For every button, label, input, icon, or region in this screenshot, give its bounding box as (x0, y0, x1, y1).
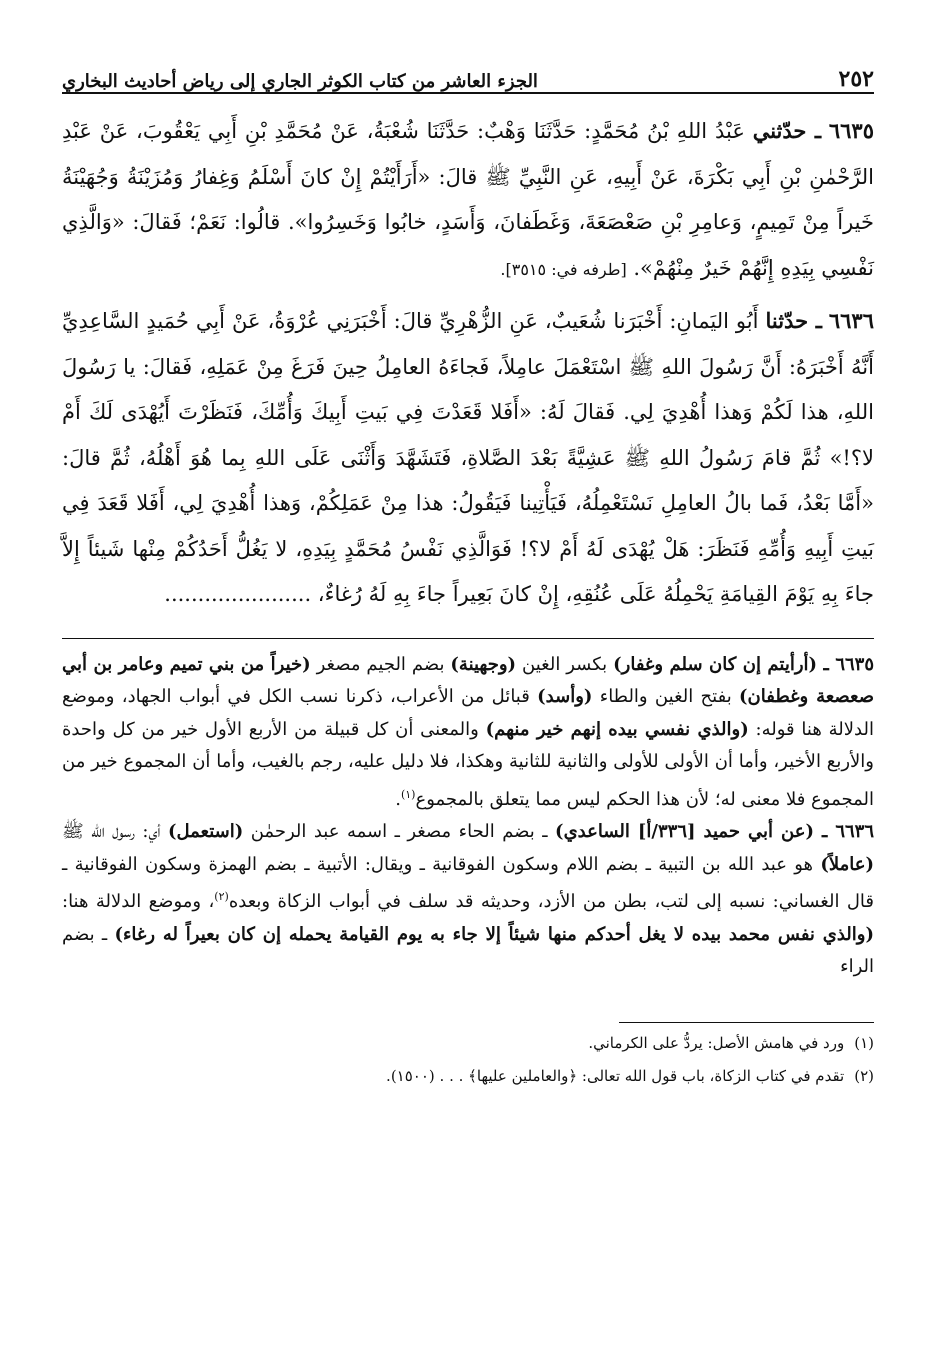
gloss: بفتح الغين والطاء (599, 686, 732, 707)
gloss: ، وموضع الدلالة هنا: (62, 891, 215, 912)
footnote-text: ورد في هامش الأصل: يردُّ على الكرماني. (588, 1033, 845, 1052)
quoted-phrase: (أرأيتم إن كان سلم وغفار) (613, 653, 818, 675)
footnotes (62, 1027, 874, 1093)
gloss: والمعنى أن كل قبيلة من الأربع الأول خير من كل واحدة والأربع الأخير، وأما أن الأولى للأولى والثانية للثانية وهكذا، فلا دليل عليه، رجم بالغيب، وأما أن المجموع خير من المجموع فلا معنى له؛ لأن هذا الحكم ليس مما يتعلق بالمجموع (62, 718, 874, 810)
quoted-phrase: (عاملاً) (820, 853, 874, 875)
book-page (62, 52, 874, 1093)
gloss: بكسر الغين (522, 653, 608, 675)
commentary-number: ٦٦٣٦ (835, 821, 874, 842)
text-commentary-divider (62, 638, 874, 639)
hadith-reference: [طرفه في: ٣٥١٥]. (500, 259, 627, 279)
gloss: بضم الجيم مصغر (316, 653, 445, 675)
footnote-number: (١) (854, 1033, 874, 1052)
footnote-marker[interactable]: (١) (400, 787, 416, 801)
commentary-number: ٦٦٣٥ (835, 653, 874, 675)
footnote-item (62, 1027, 874, 1060)
quoted-phrase: (والذي نفسي بيده إنهم خير منهم) (485, 718, 749, 740)
quoted-phrase: (خيراً من بني تميم وعامر بن أبي صعصعة وغطفان) (62, 653, 874, 707)
commentary-6636: ٦٦٣٦ ـ (عن أبي حميد [٣٣٦/أ] الساعدي) ـ بضم الحاء مصغر ـ اسمه عبد الرحمٰن (استعمل) أي: رسول الله ﷺ (عاملاً) هو عبد الله بن التبية ـ بضم اللام وسكون الفوقانية ـ ويقال: الأتبية ـ بضم الهمزة وسكون الفوقانية ـ قال الغساني: نسبه إلى لتب، بطن من الأزد، وحديثه قد سلف في أبواب الزكاة وبعده$^{(٢)}$، وموضع الدلالة هنا: (والذي نفس محمد بيده لا يغل أحدكم منها شيئاً إلا جاء به يوم القيامة يحمله إن كان بعيراً له رغاء) ـ بضم الراء (62, 821, 874, 977)
hadith-lead: حدّثنا (765, 308, 809, 333)
hadith-6635: ٦٦٣٥ ـ حدّثني عَبْدُ اللهِ بْنُ مُحَمَّدٍ: حَدَّثَنَا وَهْبٌ: حَدَّثَنَا شُعْبَةُ، عَنْ مُحَمَّدِ بْنِ أَبِي يَعْقُوبَ، عَنْ عَبْدِ الرَّحْمٰنِ بْنِ أَبِي بَكْرَةَ، عَنْ أَبِيهِ، عَنِ النَّبِيِّ ﷺ قالَ: «أَرَأَيْتُمْ إِنْ كانَ أَسْلَمُ وَغِفارُ وَمُزَيْنَةُ وَجُهَيْنَةُ خَيراً مِنْ تَمِيمٍ، وَعامِرِ بْنِ صَعْصَعَةَ، وَغَطَفانَ، وَأَسَدٍ، خابُوا وَخَسِرُوا». قالُوا: نَعَمْ؛ فَقالَ: «وَالَّذِي نَفْسِي بِيَدِهِ إِنَّهُمْ خَيرٌ مِنْهُمْ». [طرفه في: ٣٥١٥]. (62, 118, 874, 280)
gloss: ـ بضم الراء (62, 923, 874, 977)
footnote-separator (619, 1022, 874, 1023)
commentary-6635: ٦٦٣٥ ـ (أرأيتم إن كان سلم وغفار) بكسر الغين (وجهينة) بضم الجيم مصغر (خيراً من بني تميم وعامر بن أبي صعصعة وغطفان) بفتح الغين والطاء (وأسد) قبائل من الأعراب، ذكرنا نسب الكل في أبواب الجهاد، وموضع الدلالة هنا قوله: (والذي نفسي بيده إنهم خير منهم) والمعنى أن كل قبيلة من الأربع الأول خير من كل واحدة والأربع الأخير، وأما أن الأولى للأولى والثانية للثانية وهكذا، فلا دليل عليه، رجم بالغيب، وأما أن المجموع خير من المجموع فلا معنى له؛ لأن هذا الحكم ليس مما يتعلق بالمجموع$^{(١)}$. (62, 653, 874, 810)
quoted-phrase: (وجهينة) (450, 653, 517, 675)
page-header (62, 52, 874, 94)
gloss: هو عبد الله بن التبية ـ بضم اللام وسكون الفوقانية ـ ويقال: الأتبية ـ بضم الهمزة وسكون الفوقانية ـ قال الغساني: نسبه إلى لتب، بطن من الأزد، وحديثه قد سلف في أبواب الزكاة وبعده (62, 853, 874, 912)
hadith-body: أَبُو اليَمانِ: أَخْبَرَنا شُعَيبٌ، عَنِ الزُّهْرِيِّ قالَ: أَخْبَرَنِي عُرْوَةُ، عَنْ أَبِي حُمَيدٍ السَّاعِدِيِّ أَنَّهُ أَخْبَرَهُ: أَنَّ رَسُولَ اللهِ ﷺ اسْتَعْمَلَ عامِلاً، فَجاءَهُ العامِلُ حِينَ فَرَغَ مِنْ عَمَلِهِ، فَقالَ: يا رَسُولَ اللهِ، هذا لَكُمْ وَهذا أُهْدِيَ لِي. فَقالَ لَهُ: «أَفَلا قَعَدْتَ فِي بَيتِ أَبِيكَ وَأُمِّكَ، فَنَظَرْتَ أَيُهْدَى لَكَ أَمْ لا؟!» ثُمَّ قامَ رَسُولُ اللهِ ﷺ عَشِيَّةً بَعْدَ الصَّلاةِ، فَتَشَهَّدَ وَأَثْنَى عَلَى اللهِ بِما هُوَ أَهْلُهُ، ثُمَّ قالَ: «أَمَّا بَعْدُ، فَما بالُ العامِلِ نَسْتَعْمِلُهُ، فَيَأْتِينا فَيَقُولُ: هذا مِنْ عَمَلِكُمْ، وَهذا أُهْدِيَ لِي، أَفَلا قَعَدَ فِي بَيتِ أَبِيهِ وَأُمِّهِ فَنَظَرَ: هَلْ يُهْدَى لَهُ أَمْ لا؟! فَوَالَّذِي نَفْسُ مُحَمَّدٍ بِيَدِهِ، لا يَغُلُّ أَحَدُكُمْ مِنْها شَيئاً إِلاَّ جاءَ بِهِ يَوْمَ القِيامَةِ يَحْمِلُهُ عَلَى عُنُقِهِ، إِنْ كانَ بَعِيراً جاءَ بِهِ لَهُ رُغاءٌ، ...................... (62, 309, 874, 606)
footnote-item (62, 1060, 874, 1093)
footnote-marker[interactable]: (٢) (214, 890, 229, 903)
gloss: أي: رسول الله ﷺ (62, 821, 161, 842)
gloss: قبائل من الأعراب، ذكرنا نسب الكل في أبواب الجهاد، وموضع الدلالة هنا قوله: (62, 686, 874, 740)
hadith-number: ٦٦٣٦ (828, 308, 874, 333)
hadith-number: ٦٦٣٥ (828, 118, 874, 143)
page-number: ٢٥٢ (838, 66, 874, 92)
commentary (62, 649, 874, 984)
hadith-lead: حدّثني (752, 118, 807, 143)
running-title: الجزء العاشر من كتاب الكوثر الجاري إلى رياض أحاديث البخاري (62, 71, 538, 92)
quoted-phrase: (وأسد) (537, 686, 593, 707)
quoted-phrase: (عن أبي حميد [٣٣٦/أ] الساعدي) (555, 821, 814, 842)
gloss: ـ بضم الحاء مصغر ـ اسمه عبد الرحمٰن (250, 821, 548, 842)
footnote-text: تقدم في كتاب الزكاة، باب قول الله تعالى: ﴿والعاملين عليها﴾ . . . (١٥٠٠). (386, 1066, 845, 1085)
quoted-phrase: (استعمل) (167, 821, 244, 842)
hadith-6636: ٦٦٣٦ ـ حدّثنا أَبُو اليَمانِ: أَخْبَرَنا شُعَيبٌ، عَنِ الزُّهْرِيِّ قالَ: أَخْبَرَنِي عُرْوَةُ، عَنْ أَبِي حُمَيدٍ السَّاعِدِيِّ أَنَّهُ أَخْبَرَهُ: أَنَّ رَسُولَ اللهِ ﷺ اسْتَعْمَلَ عامِلاً، فَجاءَهُ العامِلُ حِينَ فَرَغَ مِنْ عَمَلِهِ، فَقالَ: يا رَسُولَ اللهِ، هذا لَكُمْ وَهذا أُهْدِيَ لِي. فَقالَ لَهُ: «أَفَلا قَعَدْتَ فِي بَيتِ أَبِيكَ وَأُمِّكَ، فَنَظَرْتَ أَيُهْدَى لَكَ أَمْ لا؟!» ثُمَّ قامَ رَسُولُ اللهِ ﷺ عَشِيَّةً بَعْدَ الصَّلاةِ، فَتَشَهَّدَ وَأَثْنَى عَلَى اللهِ بِما هُوَ أَهْلُهُ، ثُمَّ قالَ: «أَمَّا بَعْدُ، فَما بالُ العامِلِ نَسْتَعْمِلُهُ، فَيَأْتِينا فَيَقُولُ: هذا مِنْ عَمَلِكُمْ، وَهذا أُهْدِيَ لِي، أَفَلا قَعَدَ فِي بَيتِ أَبِيهِ وَأُمِّهِ فَنَظَرَ: هَلْ يُهْدَى لَهُ أَمْ لا؟! فَوَالَّذِي نَفْسُ مُحَمَّدٍ بِيَدِهِ، لا يَغُلُّ أَحَدُكُمْ مِنْها شَيئاً إِلاَّ جاءَ بِهِ يَوْمَ القِيامَةِ يَحْمِلُهُ عَلَى عُنُقِهِ، إِنْ كانَ بَعِيراً جاءَ بِهِ لَهُ رُغاءٌ، ...................... (62, 308, 874, 606)
quoted-phrase: (والذي نفس محمد بيده لا يغل أحدكم منها شيئاً إلا جاء به يوم القيامة يحمله إن كان بعيراً له رغاء) (114, 923, 874, 945)
hadith-text (62, 108, 874, 618)
hadith-body: عَبْدُ اللهِ بْنُ مُحَمَّدٍ: حَدَّثَنَا وَهْبٌ: حَدَّثَنَا شُعْبَةُ، عَنْ مُحَمَّدِ بْنِ أَبِي يَعْقُوبَ، عَنْ عَبْدِ الرَّحْمٰنِ بْنِ أَبِي بَكْرَةَ، عَنْ أَبِيهِ، عَنِ النَّبِيِّ ﷺ قالَ: «أَرَأَيْتُمْ إِنْ كانَ أَسْلَمُ وَغِفارُ وَمُزَيْنَةُ وَجُهَيْنَةُ خَيراً مِنْ تَمِيمٍ، وَعامِرِ بْنِ صَعْصَعَةَ، وَغَطَفانَ، وَأَسَدٍ، خابُوا وَخَسِرُوا». قالُوا: نَعَمْ؛ فَقالَ: «وَالَّذِي نَفْسِي بِيَدِهِ إِنَّهُمْ خَيرٌ مِنْهُمْ». (62, 119, 874, 280)
footnote-number: (٢) (854, 1066, 874, 1085)
